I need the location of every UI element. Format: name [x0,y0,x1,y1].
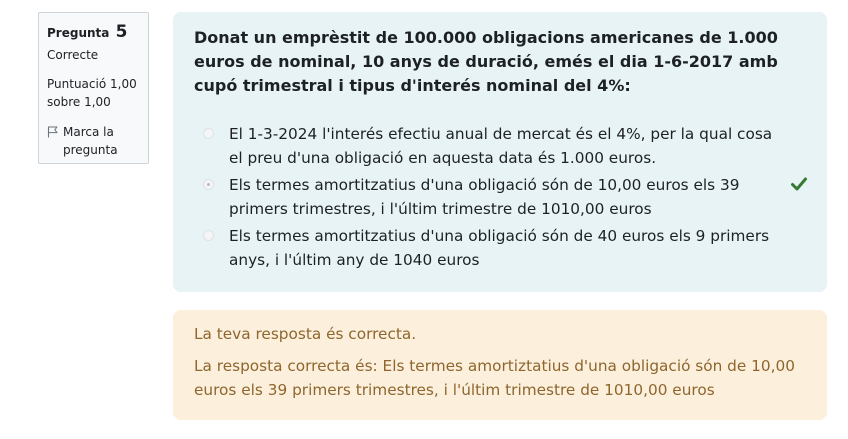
answer-feedback [173,310,827,420]
question-formulation [173,12,827,292]
feedback-right-answer: La resposta correcta és: Els termes amortiztatius d'una obligació són de 10,00 euros els 39 primers trimestres, i l'últim trimestre de 1010,00 euros [194,357,795,399]
answer-radio-1[interactable] [203,128,214,139]
answer-text-3: Els termes amortitzatius d'una obligació són de 40 euros els 9 primers anys, i l'últim any de 1040 euros [229,227,770,269]
answer-option-2[interactable] [194,173,807,221]
answer-text-2: Els termes amortitzatius d'una obligació són de 10,00 euros els 39 primers trimestres, i l'últim trimestre de 1010,00 euros [229,176,740,218]
answer-radio-3[interactable] [203,230,214,241]
correct-check-icon [791,177,807,191]
answer-option-1[interactable] [194,122,807,170]
question-grade: Puntuació 1,00 sobre 1,00 [47,77,137,109]
answer-radio-2[interactable] [203,179,214,190]
flag-question-link[interactable] [47,123,140,159]
question-text: Donat un emprèstit de 100.000 obligacions americanes de 1.000 euros de nominal, 10 anys de duració, emés el dia 1-6-2017 amb cupó trimestral i tipus d'interés nominal del 4%: [194,28,778,95]
answer-option-3[interactable] [194,224,807,272]
question-number: 5 [115,22,128,42]
feedback-result: La teva resposta és correcta. [194,325,417,343]
flag-label: Marca la pregunta [63,125,118,157]
question-label: Pregunta [47,26,110,40]
question-number-heading [47,22,140,43]
question-state: Correcte [47,48,99,62]
question-info-panel [38,12,149,164]
answer-text-1: El 1-3-2024 l'interés efectiu anual de mercat és el 4%, per la qual cosa el preu d'una obligació en aquesta data és 1.000 euros. [229,125,773,167]
answer-options [194,122,807,272]
flag-icon [47,126,59,138]
